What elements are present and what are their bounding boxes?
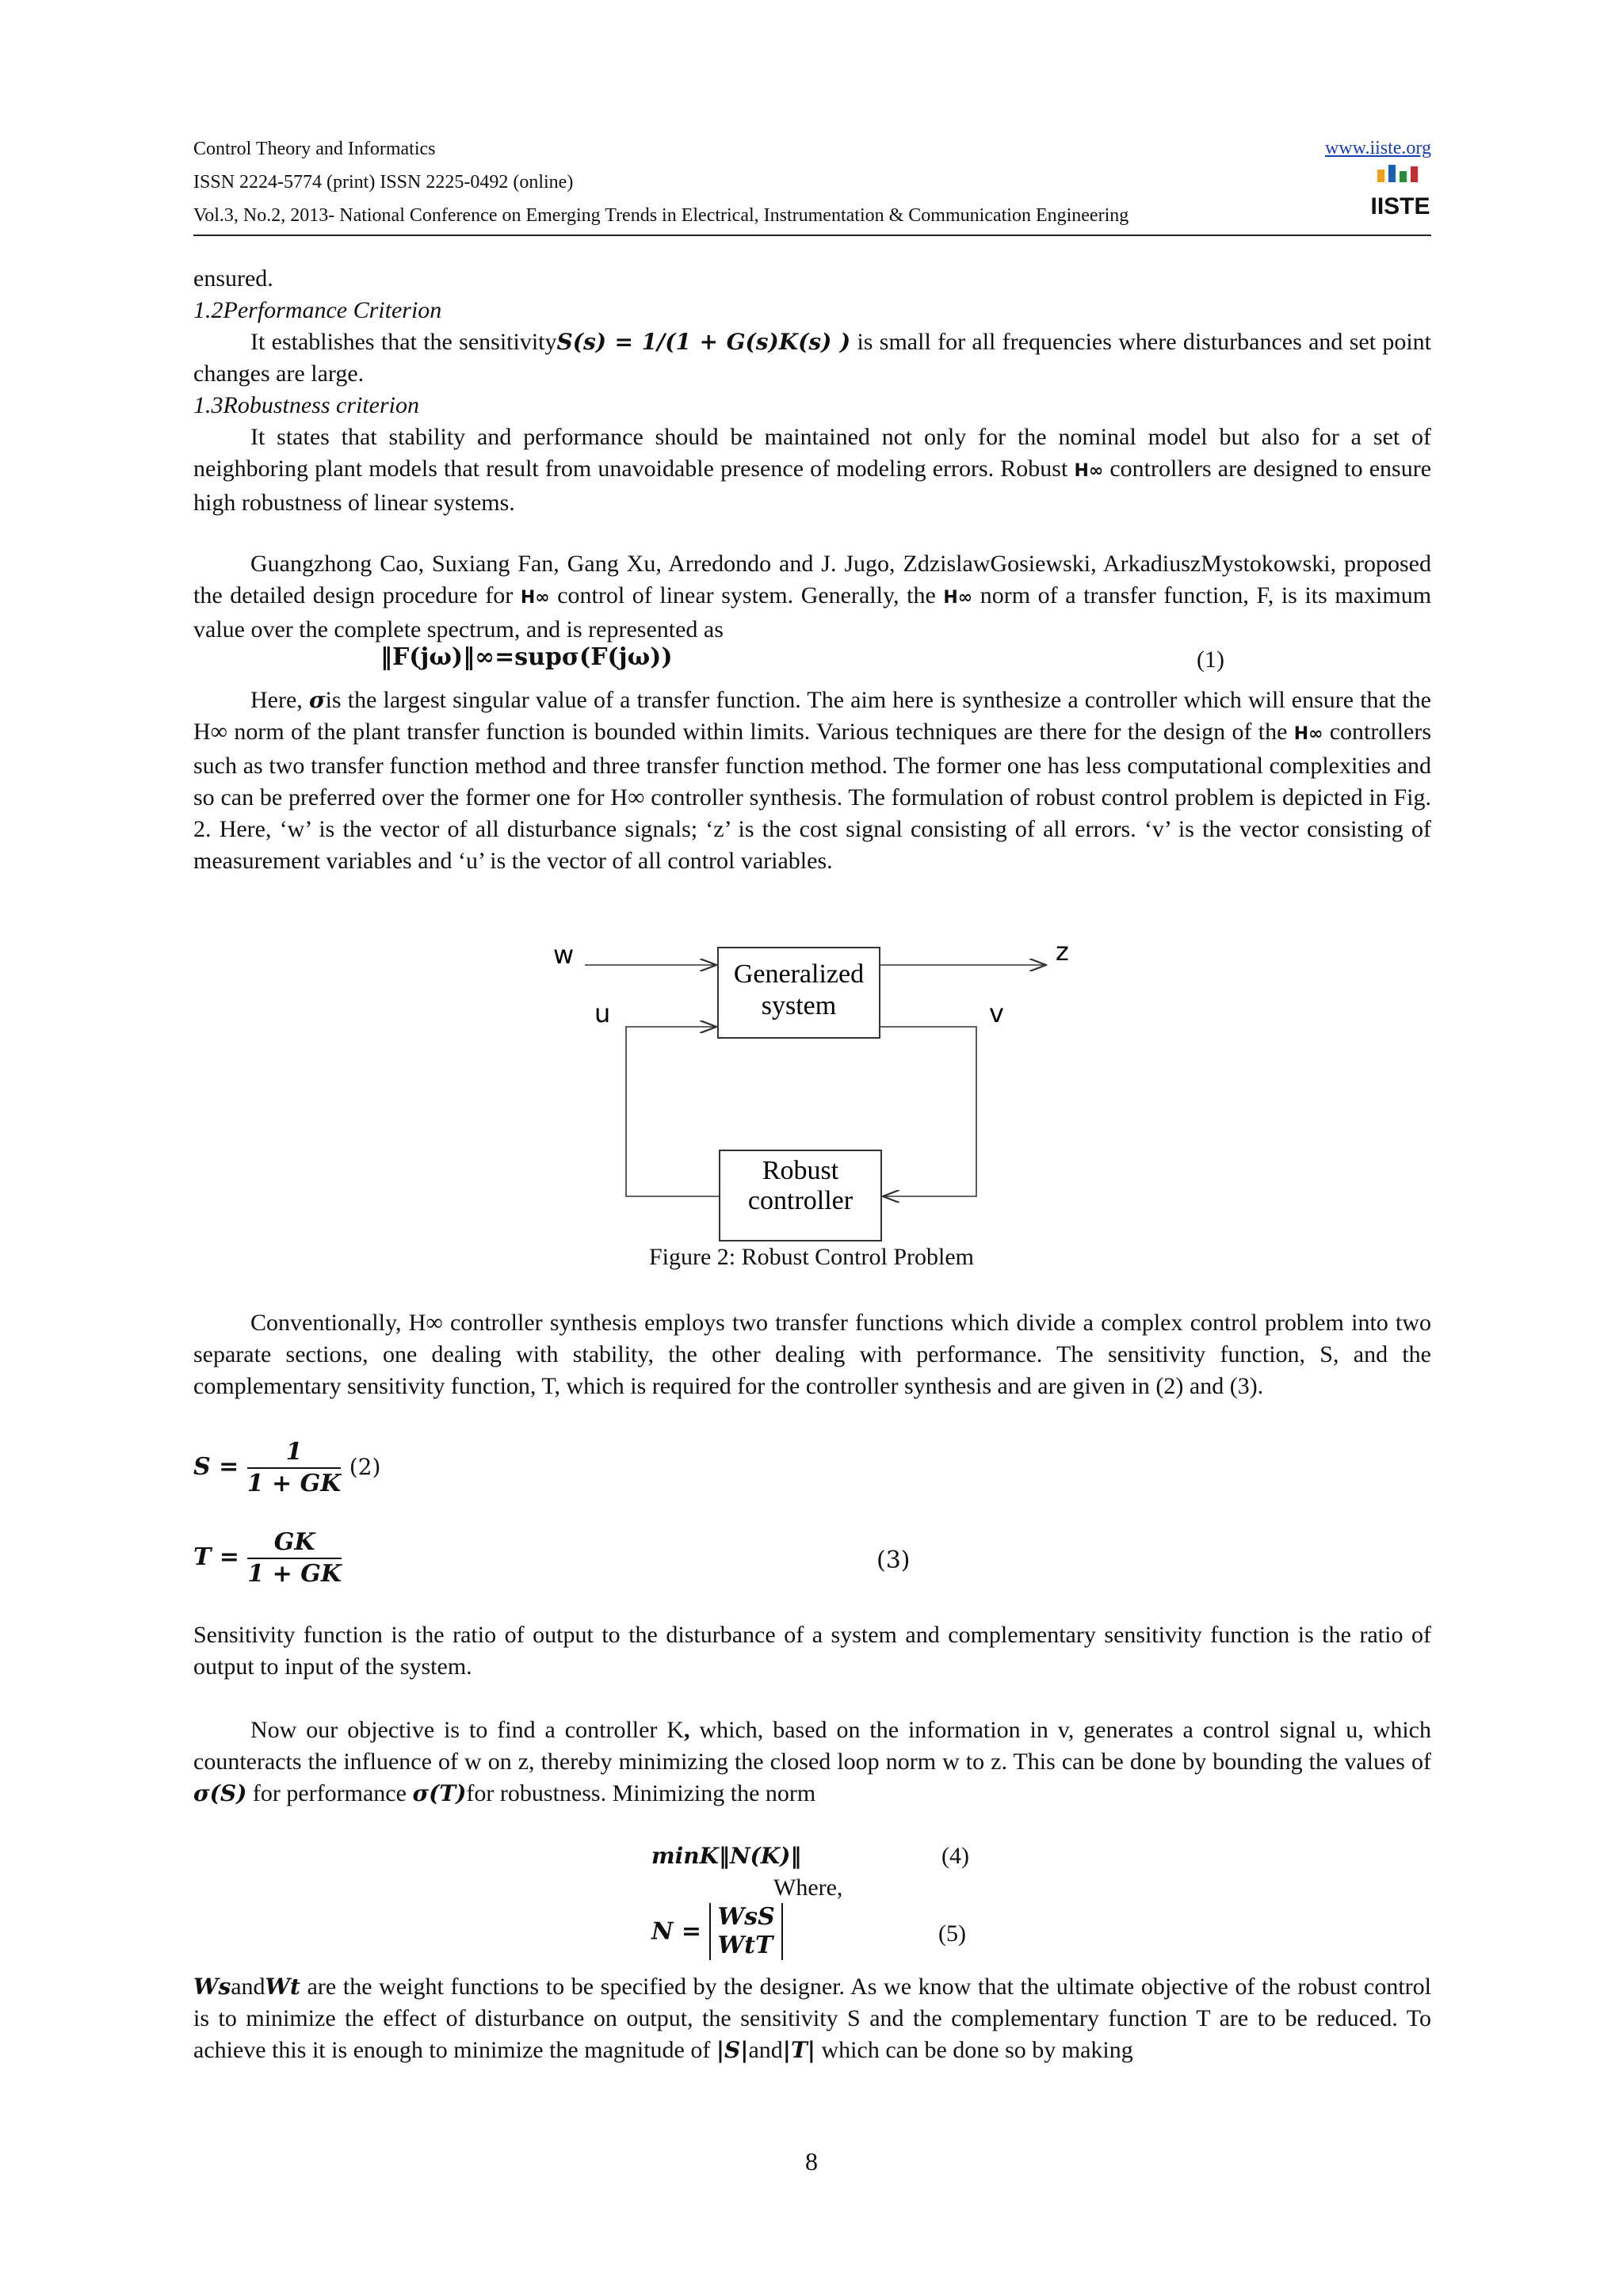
hinf-symbol: H∞ bbox=[1293, 724, 1323, 744]
hinf-symbol: H∞ bbox=[1074, 461, 1104, 481]
para-robustness bbox=[193, 421, 1431, 519]
authors-text-c: norm of a transfer function, F, is its maximum value over the complete spectrum, and is represented as bbox=[193, 582, 1432, 643]
final-text-b: which can be done so by making bbox=[821, 2037, 1133, 2063]
equation-1-label: (1) bbox=[1197, 646, 1224, 673]
perf-text-a: It establishes that the sensitivity bbox=[250, 329, 557, 355]
and-text: and bbox=[748, 2037, 783, 2063]
label-z: z bbox=[1056, 936, 1069, 967]
eq3-fraction bbox=[247, 1527, 342, 1589]
para-ensured: ensured. bbox=[193, 265, 273, 292]
system-label-2: system bbox=[761, 991, 837, 1020]
rob-text-b: controllers are designed to ensure high robustness of linear systems. bbox=[193, 456, 1432, 516]
eq3-denominator: 1 + GK bbox=[247, 1558, 342, 1589]
sensitivity-formula: S(s) = 1/(1 + G(s)K(s) ) bbox=[556, 329, 851, 355]
figure-caption: Figure 2: Robust Control Problem bbox=[648, 1244, 974, 1270]
eq3-label: (3) bbox=[876, 1547, 911, 1574]
body-now bbox=[193, 1714, 1431, 1810]
journal-title: Control Theory and Informatics bbox=[193, 139, 436, 159]
volume-line: Vol.3, No.2, 2013- National Conference on Emerging Trends in Electrical, Instrumentation & Communication Engineering bbox=[193, 205, 1129, 226]
body-here bbox=[193, 685, 1431, 877]
eq2-label: (2) bbox=[349, 1454, 381, 1480]
para-sensitivity: Sensitivity function is the ratio of output to the disturbance of a system and complementary sensitivity function is the ratio of output to input of the system. bbox=[193, 1622, 1431, 1680]
para-now bbox=[193, 1714, 1431, 1810]
eq2-numerator: 1 bbox=[285, 1438, 303, 1466]
para-final bbox=[193, 1971, 1431, 2066]
where-label: Where, bbox=[773, 1875, 843, 1901]
eq3-numerator: GK bbox=[273, 1528, 315, 1556]
here-text-b: is the largest singular value of a transfer function. The aim here is synthesize a controller which will ensure that the H∞ norm of the plant transfer function is bounded within limits. Various techniques are there for the design of the bbox=[193, 687, 1431, 745]
final-text-a: are the weight functions to be specified by the designer. As we know that the ultimate objective of the robust control is to minimize the effect of disturbance on output, the sensitivity S and the complementary function T are to be reduced. To achieve this it is enough to minimize the magnitude of bbox=[193, 1974, 1432, 2063]
label-v: v bbox=[989, 998, 1004, 1028]
para-conventional: Conventionally, H∞ controller synthesis employs two transfer functions which divide a complex control problem into two separate sections, one dealing with stability, the other dealing with performance. The sensitivity function, S, and the complementary sensitivity function, T, which is required for the controller synthesis and are given in (2) and (3). bbox=[193, 1310, 1431, 1399]
issn-line: ISSN 2224-5774 (print) ISSN 2225-0492 (online) bbox=[193, 172, 574, 193]
eq5-matrix bbox=[709, 1903, 782, 1960]
body-top bbox=[193, 263, 1431, 519]
equation-4: minK‖N(K)‖ bbox=[651, 1843, 802, 1869]
journal-url-link[interactable]: www.iiste.org bbox=[1325, 138, 1431, 158]
controller-label-1: Robust bbox=[762, 1156, 839, 1185]
sigma-symbol: σ bbox=[308, 687, 326, 713]
header-rule bbox=[193, 235, 1431, 236]
equation-3 bbox=[193, 1527, 342, 1589]
u-feedback-line bbox=[626, 1027, 720, 1196]
eq5-lhs: N = bbox=[651, 1917, 702, 1946]
equation-5 bbox=[651, 1903, 783, 1960]
label-w: w bbox=[553, 940, 575, 970]
body-authors bbox=[193, 548, 1431, 646]
body-conventional bbox=[193, 1307, 1431, 1402]
equation-1: ‖F(jω)‖∞=supσ(F(jω)) bbox=[380, 643, 673, 671]
heading-robustness: 1.3Robustness criterion bbox=[193, 392, 419, 418]
system-label-1: Generalized bbox=[733, 959, 865, 989]
now-text-d: for robustness. Minimizing the norm bbox=[466, 1780, 816, 1806]
sigma-t: σ(T) bbox=[412, 1780, 467, 1806]
para-performance bbox=[193, 326, 1431, 390]
eq2-lhs: S = bbox=[193, 1453, 239, 1481]
body-sensitivity bbox=[193, 1619, 1431, 1683]
eq4-label: (4) bbox=[941, 1843, 969, 1869]
hinf-symbol: H∞ bbox=[943, 588, 973, 608]
here-text-c: controllers such as two transfer function method and three transfer function method. The former one has less computational complexities and so can be preferred over the former one for H∞ controller synthesis. The formulation of robust control problem is depicted in Fig. 2. Here, ‘w’ is the vector of all disturbance signals; ‘z’ is the cost signal consisting of all errors. ‘v’ is the vector consisting of measurement variables and ‘u’ is the vector of all control variables. bbox=[193, 719, 1432, 874]
now-comma: , bbox=[684, 1717, 690, 1743]
ws-symbol: Ws bbox=[193, 1974, 231, 2000]
sigma-s: σ(S) bbox=[193, 1780, 247, 1806]
equation-2 bbox=[193, 1437, 380, 1499]
wt-symbol: Wt bbox=[265, 1974, 300, 2000]
page-number: 8 bbox=[805, 2147, 818, 2176]
eq5-matrix-bottom: WtT bbox=[717, 1932, 773, 1959]
authors-text-b: control of linear system. Generally, the bbox=[557, 582, 936, 608]
para-here bbox=[193, 685, 1431, 877]
robust-control-diagram bbox=[536, 924, 1090, 1257]
now-text-c: for performance bbox=[252, 1780, 407, 1806]
v-feedback-line bbox=[880, 1027, 976, 1196]
label-u: u bbox=[594, 998, 611, 1028]
eq2-denominator: 1 + GK bbox=[247, 1467, 342, 1499]
controller-label-2: controller bbox=[747, 1186, 854, 1215]
hinf-symbol: H∞ bbox=[520, 588, 550, 608]
abs-s: |S| bbox=[716, 2037, 749, 2063]
eq2-fraction bbox=[247, 1437, 342, 1499]
eq5-matrix-top: WsS bbox=[717, 1903, 775, 1931]
and-text: and bbox=[231, 1974, 265, 2000]
eq5-label: (5) bbox=[938, 1920, 966, 1947]
perf-text-b: is small for all frequencies where disturbances and set point changes are large. bbox=[193, 329, 1432, 387]
iiste-logo bbox=[1370, 165, 1430, 223]
body-final bbox=[193, 1971, 1431, 2066]
now-text-a: Now our objective is to find a controller K bbox=[250, 1717, 685, 1743]
now-text-b: which, based on the information in v, generates a control signal u, which counteracts the influence of w on z, thereby minimizing the closed loop norm w to z. This can be done by bounding the values of bbox=[193, 1717, 1431, 1775]
eq3-lhs: T = bbox=[193, 1543, 239, 1571]
rob-text-a: It states that stability and performance should be maintained not only for the nominal model but also for a set of neighboring plant models that result from unavoidable presence of modeling errors. Robust bbox=[193, 424, 1431, 482]
here-text-a: Here, bbox=[250, 687, 303, 713]
authors-text-a: Guangzhong Cao, Suxiang Fan, Gang Xu, Arredondo and J. Jugo, ZdzislawGosiewski, ArkadiuszMystokowski, proposed the detailed design procedure for bbox=[193, 551, 1431, 608]
abs-t: |T| bbox=[782, 2037, 815, 2063]
para-authors bbox=[193, 548, 1431, 646]
heading-performance: 1.2Performance Criterion bbox=[193, 297, 442, 323]
logo-text: IISTE bbox=[1370, 193, 1430, 219]
